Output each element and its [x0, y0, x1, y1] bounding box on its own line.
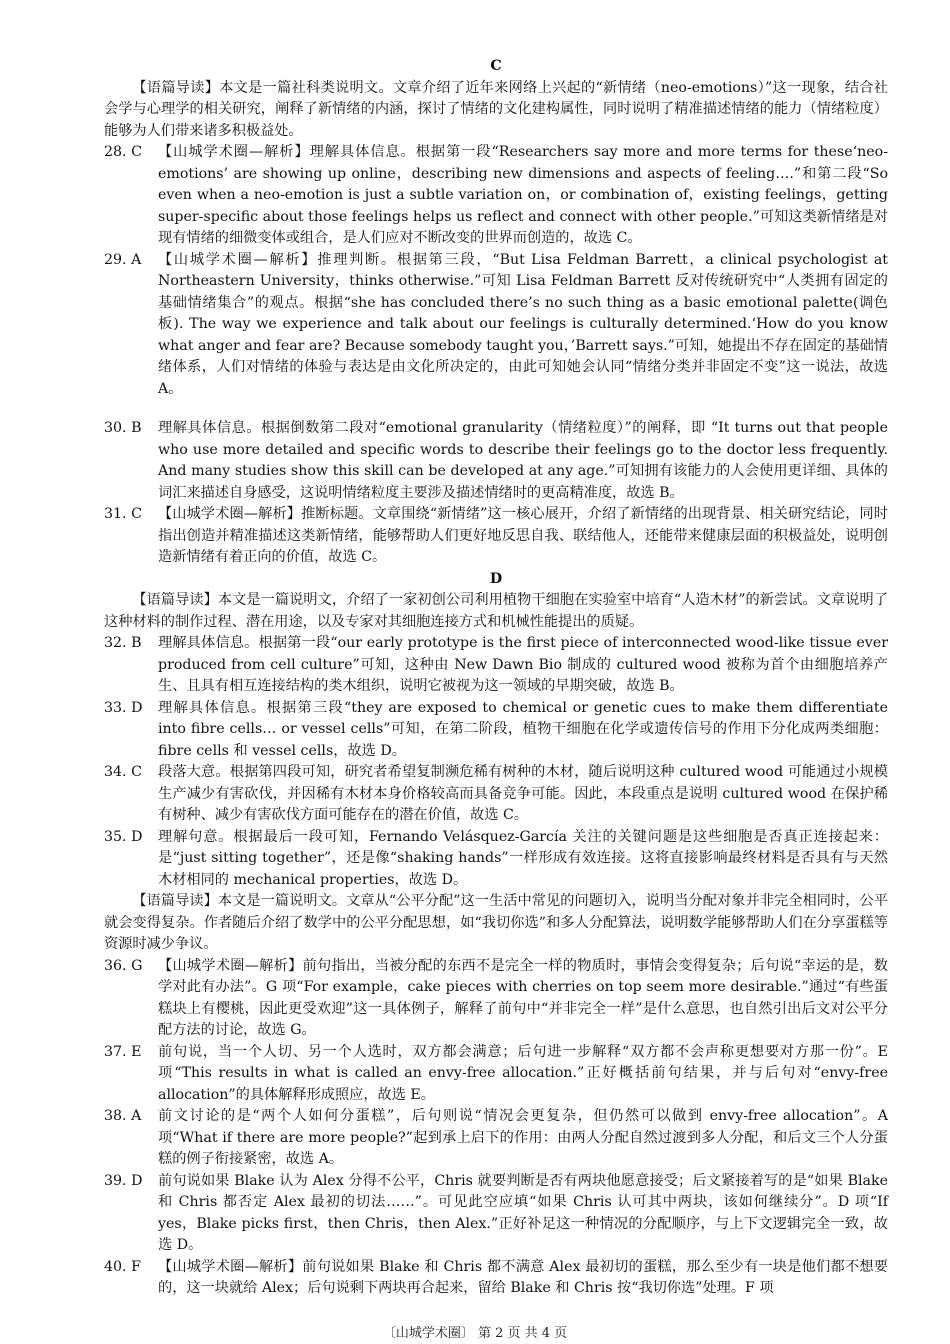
answer-number: 28. C	[104, 144, 142, 160]
answer-item-31	[104, 504, 888, 569]
answer-item-33	[104, 698, 888, 763]
answer-number: 39. D	[104, 1172, 143, 1189]
answer-number: 30. B	[104, 420, 142, 436]
page-footer: 〔山城学术圈〕 第 2 页 共 4 页	[382, 1326, 568, 1341]
answer-explanation: 【山城学术圈—解析】理解具体信息。根据第一段“Researchers say more and more terms for these‘neo-emotions’ are showing up online，describing new dimensions and aspects of feeling….”和第二段“So even when a neo-emotion is just a subtle variation on，or combination of，existing feelings，getting super-specific about those feelings helps us reflect and connect with other people.”可知这类新情绪是对现有情绪的细微变体或组合，是人们应对不断改变的世界而创造的，故选 C。	[158, 144, 888, 246]
section-c-intro: 【语篇导读】本文是一篇社科类说明文。文章介绍了近年来网络上兴起的“新情绪（neo-emotions）”这一现象，结合社会学与心理学的相关研究，阐释了新情绪的内涵，探讨了情绪的文化建构属性，同时说明了精准描述情绪的能力（情绪粒度）能够为人们带来诸多积极益处。	[104, 79, 888, 139]
answer-item-35	[104, 827, 888, 892]
answer-explanation: 【山城学术圈—解析】推理判断。根据第三段，“But Lisa Feldman Barrett，a clinical psychologist at Northeastern University，thinks otherwise.”可知 Lisa Feldman Barrett 反对传统研究中“人类拥有固定的基础情绪集合”的观点。根据“she has concluded there’s no such thing as a basic emotional palette(调色板). The way we experience and talk about our feelings is culturally determined.‘How do you know what anger and fear are? Because somebody taught you，’Barrett says.”可知，她提出不存在固定的基础情绪体系，人们对情绪的体验与表达是由文化所决定的，由此可知她会认同“情绪分类并非固定不变”这一说法，故选 A。	[158, 251, 888, 397]
answer-explanation: 【山城学术圈—解析】前句指出，当被分配的东西不是完全一样的物质时，事情会变得复杂；后句说“幸运的是，数学对此有办法”。G 项“For example，cake pieces with cherries on top seem more desirable.”通过“有些蛋糕块上有樱桃，因此更受欢迎”这一具体例子，解释了前句中“并非完全一样”是什么意思，也自然引出后文对公平分配方法的讨论，故选 G。	[158, 957, 888, 1038]
answer-explanation: 理解具体信息。根据倒数第二段对“emotional granularity（情绪粒度）”的阐释，即 “It turns out that people who use more detailed and specific words to describe their feelings go to the doctor less frequently. And many studies show this skill can be developed at any age.”可知拥有该能力的人会使用更详细、具体的词汇来描述自身感受，这说明情绪粒度主要涉及描述情绪时的更高精准度，故选 B。	[158, 420, 888, 501]
answer-number: 34. C	[104, 764, 142, 780]
answer-number: 38. A	[104, 1108, 142, 1124]
answer-item-40	[104, 1257, 888, 1300]
answer-number: 37. E	[104, 1043, 142, 1060]
blank-line	[104, 400, 888, 418]
section-d-intro: 【语篇导读】本文是一篇说明文，介绍了一家初创公司利用植物干细胞在实验室中培育“人造木材”的新尝试。文章说明了这种材料的制作过程、潜在用途，以及专家对其细胞连接方式和机械性能提出的质疑。	[104, 592, 888, 630]
answer-explanation: 【山城学术圈—解析】前句说如果 Blake 和 Chris 都不满意 Alex 最初切的蛋糕，那么至少有一块是他们都不想要的，这一块就给 Alex；后句说剩下两块再合起来，留给 Blake 和 Chris 按“我切你选”处理。F 项	[158, 1258, 888, 1296]
answer-explanation: 前句说如果 Blake 认为 Alex 分得不公平，Chris 就要判断是否有两块他愿意接受；后文紧接着写的是“如果 Blake 和 Chris 都否定 Alex 最初的切法……”。可见此空应填“如果 Chris 认可其中两块，该如何继续分”。D 项“If yes，Blake picks first，then Chris，then Alex.”正好补足这一种情况的分配顺序，与上下文逻辑完全一致，故选 D。	[158, 1172, 888, 1253]
answer-explanation: 理解句意。根据最后一段可知，Fernando Velásquez-García 关注的关键问题是这些细胞是否真正连接起来：是“just sitting together”，还是像“shaking hands”一样形成有效连接。这将直接影响最终材料是否具有与天然木材相同的 mechanical properties，故选 D。	[158, 828, 888, 888]
answer-number: 40. F	[104, 1258, 141, 1275]
answer-item-36	[104, 956, 888, 1042]
answer-number: 36. G	[104, 957, 143, 974]
answer-item-29	[104, 250, 888, 401]
answer-number: 29. A	[104, 251, 142, 268]
answer-item-28	[104, 142, 888, 250]
answer-number: 35. D	[104, 828, 143, 845]
answer-explanation: 前句说，当一个人切、另一个人选时，双方都会满意；后句进一步解释“双方都不会声称更想要对方那一份”。E 项“This results in what is called an envy-free allocation.”正好概括前句结果，并与后句对“envy-free allocation”的具体解释形成照应，故选 E。	[158, 1043, 888, 1103]
seven-choose-five-intro: 【语篇导读】本文是一篇说明文。文章从“公平分配”这一生活中常见的问题切入，说明当分配对象并非完全相同时，公平就会变得复杂。作者随后介绍了数学中的公平分配思想，如“我切你选”和多人分配算法，说明数学能够帮助人们在分享蛋糕等资源时减少争议。	[104, 893, 888, 952]
answer-item-37	[104, 1042, 888, 1107]
answer-explanation: 理解具体信息。根据第三段“they are exposed to chemical or genetic cues to make them differentiate into fibre cells… or vessel cells”可知，在第二阶段，植物干细胞在化学或遗传信号的作用下分化成两类细胞：fibre cells 和 vessel cells，故选 D。	[158, 699, 888, 759]
answer-number: 31. C	[104, 506, 142, 522]
answer-number: 33. D	[104, 699, 143, 716]
answer-explanation: 段落大意。根据第四段可知，研究者希望复制濒危稀有树种的木材，随后说明这种 cultured wood 可能通过小规模生产减少有害砍伐，并因稀有木材本身价格较高而具备竞争可能。因此，本段重点是说明 cultured wood 在保护稀有树种、减少有害砍伐方面可能存在的潜在价值，故选 C。	[158, 764, 888, 823]
answer-explanation: 理解具体信息。根据第一段“our early prototype is the first piece of interconnected wood-like tissue ever produced from cell culture”可知，这种由 New Dawn Bio 制成的 cultured wood 被称为首个由细胞培养产生、且具有相互连接结构的类木组织，说明它被视为这一领域的早期突破，故选 B。	[158, 635, 888, 694]
answer-number: 32. B	[104, 635, 142, 651]
answer-explanation: 前文讨论的是“两个人如何分蛋糕”，后句则说“情况会更复杂，但仍然可以做到 envy-free allocation”。A 项“What if there are more people?”起到承上启下的作用：由两人分配自然过渡到多人分配，和后文三个人分蛋糕的例子衔接紧密，故选 A。	[158, 1108, 888, 1167]
answer-item-30	[104, 418, 888, 504]
section-c-heading: C	[490, 58, 502, 74]
answer-item-34	[104, 762, 888, 827]
answer-explanation: 【山城学术圈—解析】推断标题。文章围绕“新情绪”这一核心展开，介绍了新情绪的出现背景、相关研究结论，同时指出创造并精准描述这类新情绪，能够帮助人们更好地反思自我、联结他人，还能带来健康层面的积极益处，说明创造新情绪有着正向的价值，故选 C。	[158, 506, 888, 565]
answer-item-39	[104, 1171, 888, 1257]
answer-item-32	[104, 633, 888, 698]
answer-item-38	[104, 1106, 888, 1171]
section-d-heading: D	[489, 570, 503, 587]
